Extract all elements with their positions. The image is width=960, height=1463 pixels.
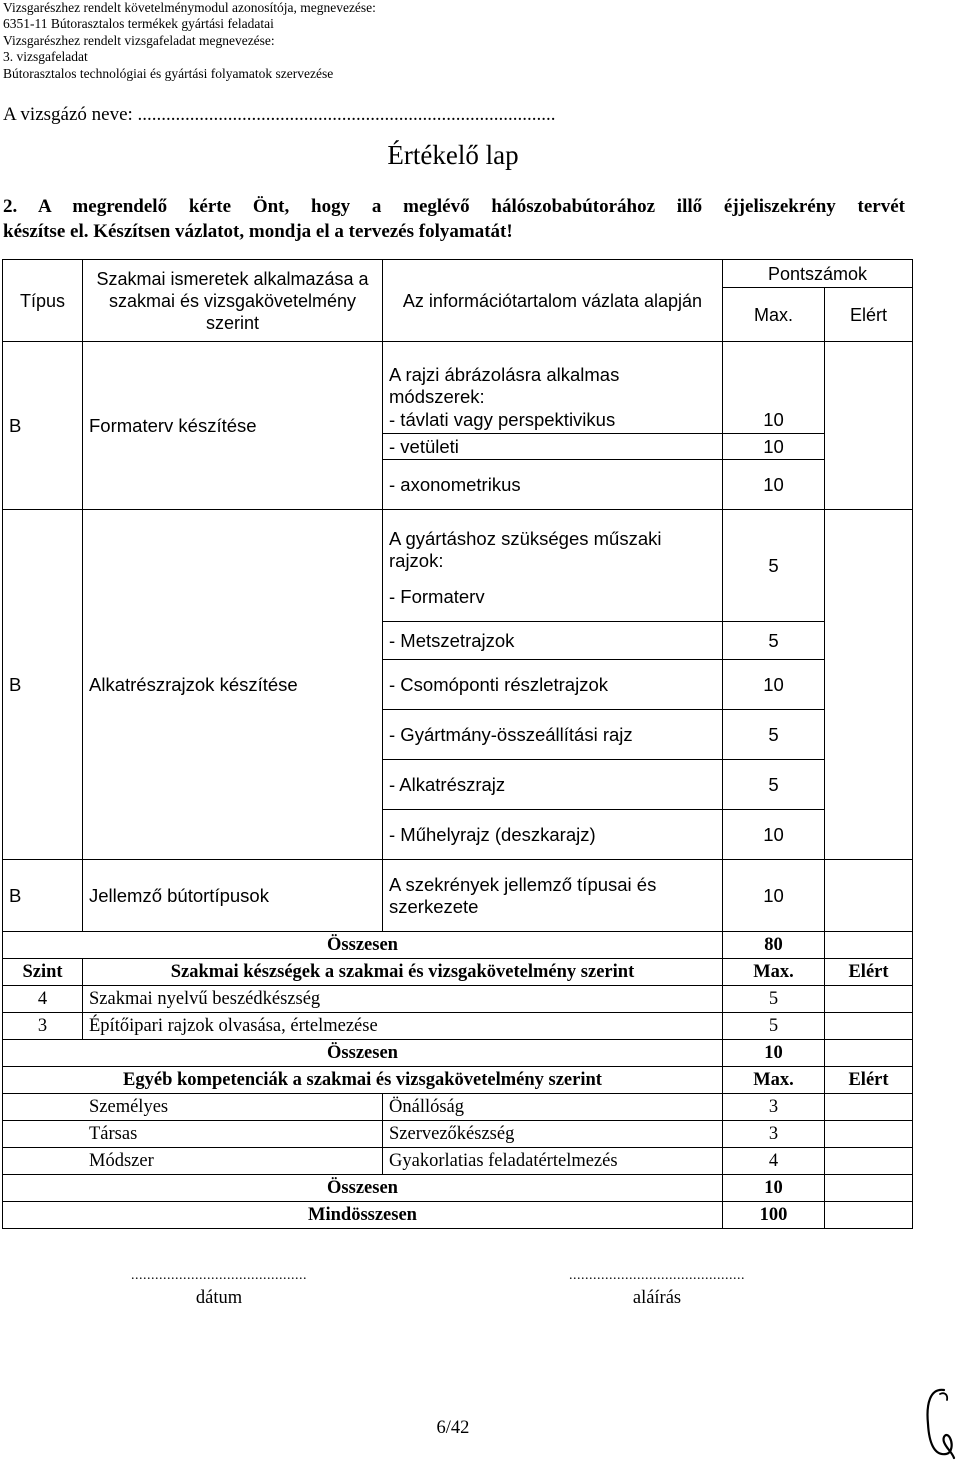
info-item: - távlati vagy perspektivikus — [383, 408, 723, 434]
block1-name: Formaterv készítése — [83, 342, 383, 510]
col-info-header: Az információtartalom vázlata alapján — [383, 260, 723, 342]
achieved-header: Elért — [825, 1067, 913, 1094]
max-value: 5 — [723, 986, 825, 1013]
block1-achieved — [825, 342, 913, 510]
info-item: - Metszetrajzok — [383, 622, 723, 660]
max-value: 5 — [723, 760, 825, 810]
max-value: 3 — [723, 1094, 825, 1121]
competency-text: Gyakorlatias feladatértelmezés — [383, 1148, 723, 1175]
max-header: Max. — [723, 959, 825, 986]
block2-type: B — [3, 510, 83, 860]
handwritten-initial-icon — [920, 1384, 956, 1462]
header-line: Vizsgarészhez rendelt vizsgafeladat megnevezése: — [3, 32, 275, 48]
skill-level: 3 — [3, 1013, 83, 1040]
info-item: - Alkatrészrajz — [383, 760, 723, 810]
info-item: - axonometrikus — [383, 460, 723, 510]
block2-achieved — [825, 510, 913, 860]
info-item: - Gyártmány-összeállítási rajz — [383, 710, 723, 760]
block3-name: Jellemző bútortípusok — [83, 860, 383, 932]
max-value: 4 — [723, 1148, 825, 1175]
signature-block — [526, 1268, 788, 1309]
col-skills-header: Szakmai ismeretek alkalmazása a szakmai és vizsgakövetelmény szerint — [83, 260, 383, 342]
level-header: Szint — [3, 959, 83, 986]
total-label: Összesen — [3, 1040, 723, 1067]
date-dots: ............................................ — [131, 1268, 307, 1283]
block1-intro: A rajzi ábrázolásra alkalmas módszerek: — [383, 342, 723, 408]
max-header: Max. — [723, 288, 825, 342]
block2-intro-cell — [383, 510, 723, 622]
max-value: 10 — [723, 408, 825, 434]
max-value: 5 — [723, 710, 825, 760]
competencies-header: Egyéb kompetenciák a szakmai és vizsgakövetelmény szerint — [3, 1067, 723, 1094]
header-line: 3. vizsgafeladat — [3, 49, 88, 65]
page-number: 6/42 — [436, 1418, 470, 1438]
date-signature-block — [88, 1268, 350, 1309]
info-item: A szekrények jellemző típusai és szerkezete — [383, 860, 723, 932]
examinee-name-line: A vizsgázó neve: ........................................................................................ — [3, 104, 556, 125]
skills-header: Szakmai készségek a szakmai és vizsgakövetelmény szerint — [83, 959, 723, 986]
competency-category: Társas — [3, 1121, 383, 1148]
info-item: - vetületi — [383, 434, 723, 460]
competency-category: Személyes — [3, 1094, 383, 1121]
block3-achieved — [825, 860, 913, 932]
max-value: 10 — [723, 810, 825, 860]
header-line: 6351-11 Bútorasztalos termékek gyártási feladatai — [3, 16, 274, 32]
header-line: Vizsgarészhez rendelt követelménymodul azonosítója, megnevezése: — [3, 0, 376, 15]
date-label: dátum — [195, 1288, 243, 1308]
block2-intro-sub: - Formaterv — [389, 585, 485, 607]
max-value: 5 — [723, 622, 825, 660]
grand-total-label: Mindösszesen — [3, 1202, 723, 1229]
points-header: Pontszámok — [723, 260, 913, 288]
task-line: 2. A megrendelő kérte Önt, hogy a meglévő hálószobabútorához illő éjjeliszekrény tervét — [3, 196, 905, 217]
col-type-header: Típus — [3, 260, 83, 342]
task-line: készítse el. Készítsen vázlatot, mondja el a tervezés folyamatát! — [3, 221, 513, 242]
max-value: 5 — [723, 510, 825, 622]
block1-type: B — [3, 342, 83, 510]
total-value: 10 — [723, 1175, 825, 1202]
info-item: - Műhelyrajz (deszkarajz) — [383, 810, 723, 860]
competency-text: Önállóság — [383, 1094, 723, 1121]
signature-label: aláírás — [632, 1288, 682, 1308]
task-description — [3, 194, 905, 244]
skill-text: Szakmai nyelvű beszédkészség — [83, 986, 723, 1013]
max-value: 10 — [723, 460, 825, 510]
evaluation-table — [2, 259, 913, 1229]
block2-intro: A gyártáshoz szükséges műszaki rajzok: — [389, 527, 662, 571]
skill-level: 4 — [3, 986, 83, 1013]
grand-total-value: 100 — [723, 1202, 825, 1229]
block2-name: Alkatrészrajzok készítése — [83, 510, 383, 860]
achieved-header: Elért — [825, 288, 913, 342]
document-header — [3, 0, 376, 82]
total-label: Összesen — [3, 1175, 723, 1202]
total-value: 10 — [723, 1040, 825, 1067]
competency-text: Szervezőkészség — [383, 1121, 723, 1148]
max-value: 10 — [723, 434, 825, 460]
skill-text: Építőipari rajzok olvasása, értelmezése — [83, 1013, 723, 1040]
max-value: 5 — [723, 1013, 825, 1040]
block3-type: B — [3, 860, 83, 932]
max-value: 10 — [723, 860, 825, 932]
max-header: Max. — [723, 1067, 825, 1094]
achieved-header: Elért — [825, 959, 913, 986]
max-value: 10 — [723, 660, 825, 710]
header-line: Bútorasztalos technológiai és gyártási folyamatok szervezése — [3, 65, 334, 81]
signature-dots: ............................................ — [569, 1268, 745, 1283]
max-value: 3 — [723, 1121, 825, 1148]
info-item: - Csomóponti részletrajzok — [383, 660, 723, 710]
total-value: 80 — [723, 932, 825, 959]
total-label: Összesen — [3, 932, 723, 959]
competency-category: Módszer — [3, 1148, 383, 1175]
page-title: Értékelő lap — [387, 140, 519, 170]
